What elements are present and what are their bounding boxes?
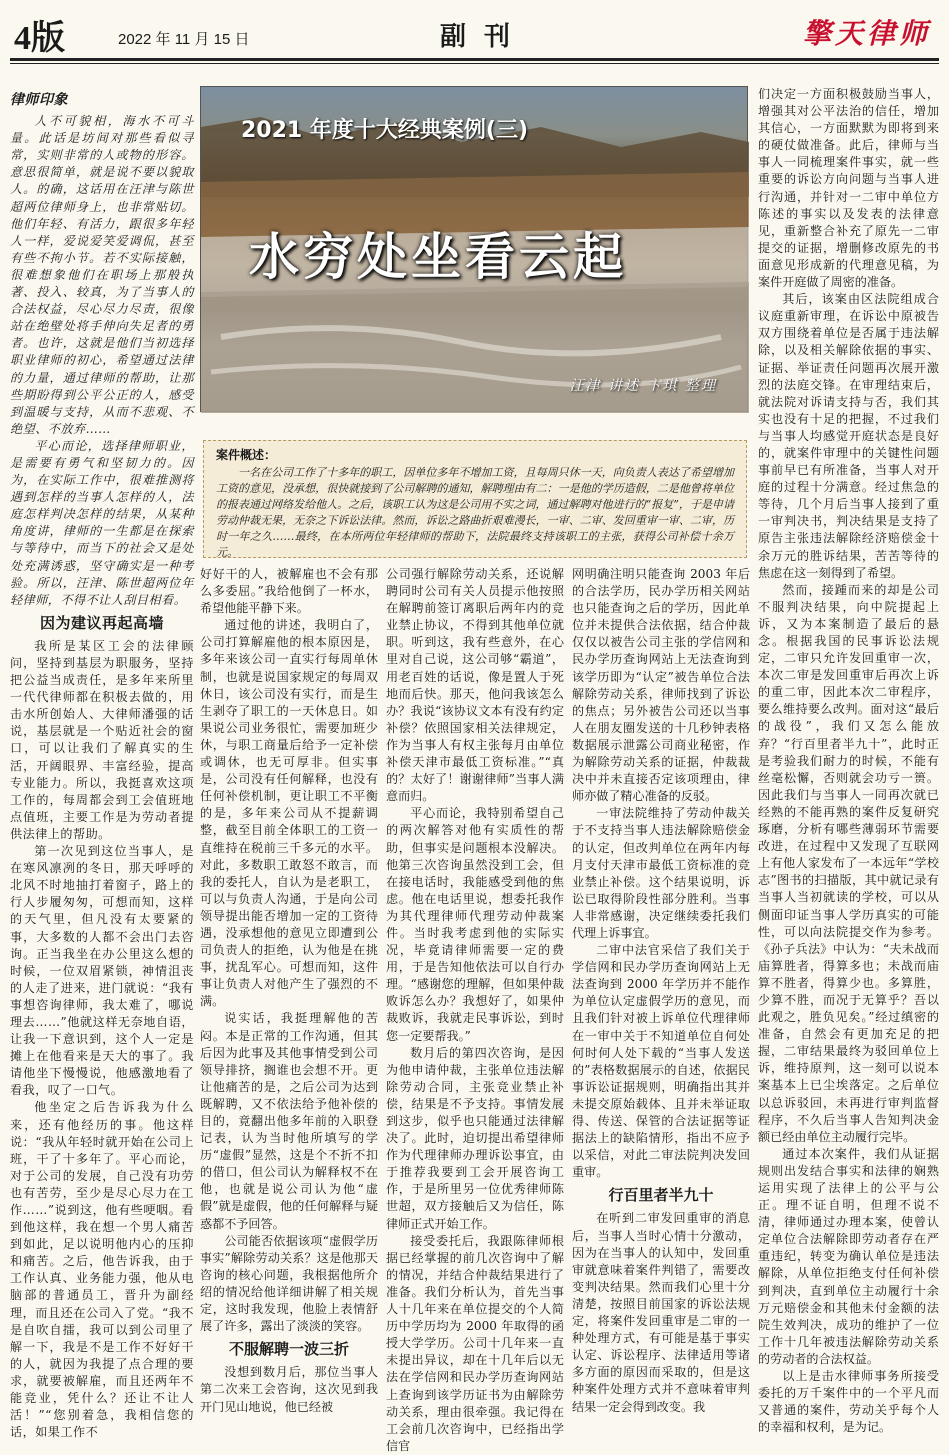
- paragraph: 说实话，我挺理解他的苦闷。本是正常的工作沟通，但其后因为此事及其他事情受到公司领导排挤，搁谁也会想不开。更让他痛苦的是，之后公司为达到既解聘，又不依法给予他补偿的目的，竟翻出他多年前的入职登记表，认为当时他所填写的学历“虚假”显然，这是个不折不扣的借口，但公司认为解释权不在他，也就是说公司认为他“虚假”就是虚假，他的任何解释与疑惑都不予回答。: [200, 1011, 378, 1231]
- summary-text: 一名在公司工作了十多年的职工，因单位多年不增加工资，且每周只休一天，向负责人表达了希望增加工资的意见，没承想，很快就接到了公司解聘的通知，解聘理由有二：一是他的学历造假，二是他曾将单位的报表通过网络发给他人。之后，该职工认为这是公司用不实之词，通过解聘对他进行的“报复”，于是申请劳动仲裁无果，无奈之下诉讼法律。然而，诉讼之路曲折艰难漫长，一审、二审、发回重审一审、二审，历时一年之久……最终，在本所两位年轻律师的帮助下，法院最终支持该职工的主张，获得公司补偿十余万元。: [216, 466, 734, 559]
- paragraph: 他坐定之后告诉我为什么来，还有他经历的事。他这样说：“我从年轻时就开始在公司上班，干了十多年了。平心而论，对于公司的发展，自己没有功劳也有苦劳，至少是尽心尽力在工作……”说到这，他有些哽咽。看到他这样，我在想一个男人痛苦到如此，足以说明他内心的压抑和痛苦。之后，他告诉我，由于工作认真、业务能力强，他从电脑部的普通员工，晋升为副经理，而且还在公司入了党。“我不是自吹自擂，我可以到公司里了解一下，我是不是工作不好好干的人，就因为我提了点合理的要求，就要被解雇，而且还两年不能竞业，凭什么？还让不让人活！”“您别着急，我相信您的话，如果工作不: [10, 1100, 194, 1440]
- paragraph: 通过本次案件，我们从证据规则出发结合事实和法律的娴熟运用实现了法律上的公平与公正。理不证自明，但理不说不清，律师通过办理本案，使曾认定单位合法解除即劳动者存在严重违纪，转变为确认单位是违法解除，从单位拒绝支付任何补偿到判决，直到单位主动履行十余万元赔偿金和其他未付金额的法院生效判决，成功的维护了一位工作十几年被违法解除劳动关系的劳动者的合法权益。: [758, 1146, 939, 1366]
- paragraph: 们决定一方面积极鼓励当事人，增强其对公平法治的信任，增加其信心，一方面默默为即将到来的硬仗做准备。此后，律师与当事人一同梳理案件事实，就一些重要的诉讼方向问题与当事人进行沟通，并针对一二审中单位方陈述的事实以及发表的法律意见，重新整合补充了原先一二审提交的证据，增删修改原先的书面意见形成新的代理意见稿，为案件开庭做了周密的准备。: [758, 87, 939, 290]
- case-summary-box: [203, 440, 747, 558]
- column-1: [10, 92, 194, 1440]
- paragraph: 公司能否依据该项“虚假学历事实”解除劳动关系？这是他那天咨询的核心问题，我根据他所介绍的情况给他详细讲解了相关规定，这时我发现，他脸上表情舒展了许多，露出了淡淡的笑容。: [200, 1233, 378, 1334]
- paragraph: 数月后的第四次咨询，是因为他申请仲裁，主张单位违法解除劳动合同，主张竞业禁止补偿，结果是不予支持。事情发展到这步，似乎也只能通过法律解决了。此时，迫切提出希望律师作为代理律师办理诉讼事宜，由于推荐我要到工会开展咨询工作，于是所里另一位优秀律师陈世超，双方接触后又为信任，陈律师正式开始工作。: [386, 1045, 564, 1231]
- article-title: 水穷处坐看云起: [249, 228, 627, 286]
- masthead-rule-thin: [10, 63, 939, 64]
- paragraph: 以上是击水律师事务所接受委托的万千案件中的一个平凡而又普通的案件，劳动关乎每个人的幸福和权利，是为记。: [758, 1369, 939, 1435]
- paragraph: 平心而论，选择律师职业，是需要有勇气和坚韧力的。因为，在实际工作中，很难推测将遇到怎样的当事人怎样的人，法庭怎样判决怎样的结果，从某种角度讲，律师的一生都是在探索与等待中，而当下的社会又是处处充满诱惑，坚守确实是一种考验。所以，汪津、陈世超两位年轻律师，不得不让人刮目相看。: [10, 438, 194, 607]
- hero-image: [200, 86, 748, 412]
- summary-label: 案件概述：: [216, 448, 277, 462]
- column-4: [572, 566, 750, 1414]
- paragraph: 通过他的讲述，我明白了，公司打算解雇他的根本原因是，多年来该公司一直实行每周单休制，也就是说国家规定的每周双休日，该公司没有实行，而是生生剥夺了职工的一天休息日。如果说公司业务很忙，需要加班少休，与职工商量后给予一定补偿或调休，也无可厚非。但实事是，公司没有任何解释，也没有任何补偿机制，更让职工不平衡的是，多年来公司从不提薪调整，截至目前全体职工的工资一直维持在税前三千多元的水平。对此，多数职工敢怒不敢言，而我的委托人，自认为是老职工，可以与负责人沟通，于是向公司领导提出能否增加一定的工资待遇，没承想他的意见立即遭到公司负责人的拒绝，认为他是在挑事，扰乱军心。可想而知，这件事让负责人对他产生了强烈的不满。: [200, 618, 378, 1009]
- paragraph: 公司强行解除劳动关系，还说解聘同时公司有关人员提示他按照在解聘前签订离职后两年内的竞业禁止协议，不得到其他单位就职。听到这，我有些意外，在心里对自己说，这公司够“霸道”，用老百姓的话说，像是置人于死地而后快。那天，他问我该怎么办？我说“该协议文本有没有约定补偿？依照国家相关法律规定，作为当事人有权主张每月由单位补偿天津市最低工资标准。”“真的？太好了！谢谢律师”当事人满意而归。: [386, 567, 564, 804]
- section-name: 副刊: [440, 22, 529, 52]
- masthead: [10, 8, 939, 56]
- paragraph: 然而，接踵而来的却是公司不服判决结果，向中院提起上诉，又为本案制造了最后的悬念。根据我国的民事诉讼法规定，二审只允许发回重审一次，本次二审是发回重审后再次上诉的重二审，因此本次二审程序，要么维持要么改判。面对这“最后的战役”，我们又怎么能放弃？“行百里者半九十”，此时正是考验我们耐力的时候，不能有丝毫松懈，否则就会功亏一篑。因此我们与当事人一同再次就已经熟的不能再熟的案件反复研究琢磨，分析有哪些薄弱环节需要改进，在过程中又发现了互联网上有他人家发布了一本远年“学校志”图书的扫描版，其中就记录有当事人当初就读的学校，可以从侧面印证当事人学历真实的可能性，可以向法院提交作为参考。《孙子兵法》中认为：“夫未战而庙算胜者，得算多也；未战而庙算不胜者，得算少也。多算胜，少算不胜，而况于无算乎？吾以此观之，胜负见矣。”经过缜密的准备，自然会有更加充足的把握，二审结果最终为驳回单位上诉，维持原判，这一刻可以说本案基本上已尘埃落定。之后单位以总诉驳回，未再进行审判监督程序，不久后当事人告知判决金额已经由单位主动履行完毕。: [758, 582, 939, 1144]
- section-title-impression: 律师印象: [10, 92, 68, 108]
- subheading: 行百里者半九十: [608, 1186, 714, 1205]
- masthead-rule: [10, 58, 939, 61]
- paragraph: 我所是某区工会的法律顾问，坚持到基层为职服务，坚持把公益当成责任，是多年来所里一代代律师都在积极去做的，用击水所创始人、大律师潘强的话说，基层就是一个贴近社会的窗口，可以让我们了解真实的生活，开阔眼界、丰富经验，提高专业能力。所以，我挺喜欢这项工作的，每周都会到工会值班地点值班，主要工作是为劳动者提供法律上的帮助。: [10, 638, 194, 841]
- subheading: 不服解聘一波三折: [228, 1340, 349, 1359]
- column-2: [200, 566, 378, 1414]
- column-5: [758, 86, 939, 1435]
- subheading: 因为建议再起高墙: [39, 613, 164, 632]
- brand-logo: 擎天律师: [802, 17, 931, 50]
- edition-date: 2022 年 11 月 15 日: [118, 31, 250, 48]
- paragraph: 二审中法官采信了我们关于学信网和民办学历查询网站上无法查询到 2000 年学历并不能作为单位认定虚假学历的意见，而且我们针对被上诉单位代理律师在一审中关于不知道单位自何处何时何人处下载的“当事人发送的”表格数据展示的自述，依据民事诉讼证据规则，明确指出其并未提交原始载体、且并未举证取得、传送、保管的合法证据等证据法上的缺陷情形，指出不应予以采信，对此二审法院判决发回重审。: [572, 943, 750, 1180]
- paragraph: 其后，该案由区法院组成合议庭重新审理，在诉讼中原被告双方围绕着单位是否属于违法解除，以及相关解除依据的事实、证据、举证责任问题再次展开激烈的法庭交锋。在审理结束后，就法院对诉请支持与否，我们其实也没有十足的把握，不过我们与当事人均感觉开庭状态是良好的，就案件审理中的关键性问题事前早已有所准备，当事人对开庭的过程十分满意。经过焦急的等待，几个月后当事人接到了重一审判决书，判决结果是支持了原告主张违法解除经济赔偿金十余万元的胜诉结果，苦苦等待的焦虑在这一刻得到了希望。: [758, 292, 939, 580]
- paragraph: 没想到数月后，那位当事人第二次来工会咨询，这次见到我开门见山地说，他已经被: [200, 1365, 378, 1414]
- paragraph: 接受委托后，我跟陈律师根据已经掌握的前几次咨询中了解的情况，并结合仲裁结果进行了准备。我们分析认为，首先当事人十几年来在单位提交的个人简历中学历均为 2000 年取得的函授大学学历。公司十几年来一直未提出异议，却在十几年后以无法在学信网和民办学历查询网站上查询到该学历证书为由解除劳动关系，理由很牵强。我记得在工会前几次咨询中，已经指出学信官: [386, 1233, 564, 1453]
- hero-subtitle: 2021 年度十大经典案例(三): [241, 118, 528, 143]
- paragraph: 网明确注明只能查询 2003 年后的合法学历，民办学历相关网站也只能查询之后的学历，因此单位并未提供合法依据，结合仲裁仅仅以被告公司主张的学信网和民办学历查询网站上无法查询到该学历即为“认定”被告单位合法解除劳动关系，律师找到了诉讼的焦点；另外被告公司还以当事人在朋友圈发送的十几秒钟表格数据展示泄露公司商业秘密，作为解除劳动关系的证据，仲裁裁决中并未直接否定该项理由，律师亦做了精心准备的反驳。: [572, 567, 750, 804]
- paragraph: 人不可貌相，海水不可斗量。此话是坊间对那些看似寻常，实则非常的人或物的形容。意思很简单，就是说不要以貌取人。的确，这话用在汪津与陈世超两位律师身上，也非常贴切。他们年轻、有活力，跟很多年轻人一样，爱说爱笑爱调侃，甚至有些不拘小节。若不实际接触，很难想象他们在职场上那般执著、投入、较真，为了当事人的合法权益，尽心尽力尽责，很像站在绝壁处将手伸向失足者的勇者。也许，这就是他们当初选择职业律师的初心，希望通过法律的力量，通过律师的帮助，让那些期盼得到公平公正的人，感受到温暖与支持，从而不悲观、不绝望、不放弃……: [10, 114, 194, 436]
- edition-number: 4版: [14, 20, 65, 57]
- column-3: [386, 566, 564, 1453]
- paragraph: 好好干的人，被解雇也不会有那么多委屈。”我给他倒了一杯水，希望他能平静下来。: [200, 567, 378, 616]
- paragraph: 一审法院维持了劳动仲裁关于不支持当事人违法解除赔偿金的认定，但改判单位在两年内每月支付天津市最低工资标准的竞业禁止补偿。这个结果说明，诉讼已取得阶段性部分胜利。当事人非常感谢，决定继续委托我们代理上诉事宜。: [572, 806, 750, 940]
- paragraph: 第一次见到这位当事人，是在寒风凛冽的冬日，那天呼呼的北风不时地抽打着窗子，路上的行人步履匆匆，可想而知，这样的天气里，但凡没有太要紧的事，大多数的人都不会出门去咨询。正当我坐在办公里这么想的时候，一位双眉紧锁，神情沮丧的人走了进来，进门就说：“我有事想咨询律师，我太难了，哪说理去……”他就这样无奈地自语，让我一下意识到，这个人一定是摊上在他看来是天大的事了。我请他坐下慢慢说，他感激地看了看我，叹了一口气。: [10, 844, 194, 1098]
- author-credit: 汪津 讲述 卞琪 整理: [569, 378, 717, 394]
- paragraph: 在听到二审发回重审的消息后，当事人当时心情十分激动，因为在当事人的认知中，发回重审就意味着案件判错了，需要改变判决结果。然而我们心里十分清楚，按照目前国家的诉讼法规定，将案件发回重审是二审的一种处理方式，有可能是基于事实认定、诉讼程序、法律适用等诸多方面的原因而采取的，但是这种案件处理方式并不意味着审判结果一定会得到改变。我: [572, 1211, 750, 1414]
- paragraph: 平心而论，我特别希望自己的两次解答对他有实质性的帮助，但事实是问题根本没解决。他第三次咨询虽然没到工会，但在接电话时，我能感受到他的焦虑。他在电话里说，想委托我作为其代理律师代理劳动仲裁案件。当时我考虑到他的实际实况，毕竟请律师需要一定的费用，于是告知他依法可以自行办理。“感谢您的理解，但如果仲裁败诉怎么办？我想好了，如果仲裁败诉，我就走民事诉讼，到时您一定要帮我。”: [386, 806, 564, 1043]
